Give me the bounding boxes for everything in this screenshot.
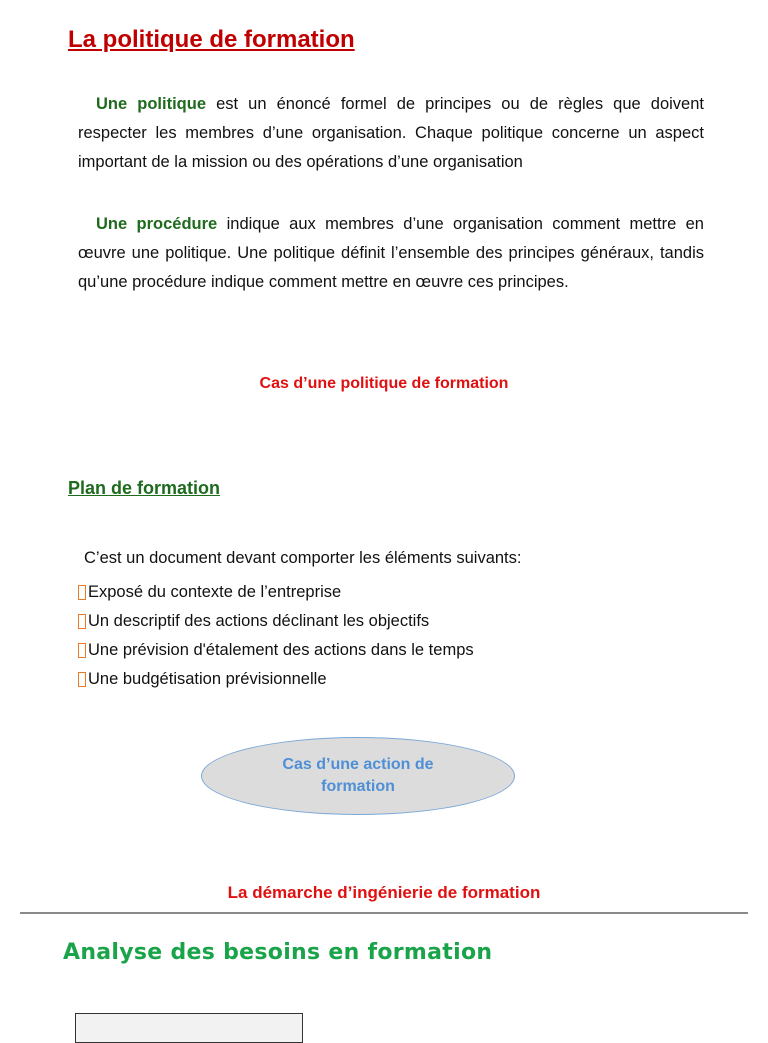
diagram-box (75, 1013, 303, 1043)
square-bullet-icon (78, 585, 86, 600)
square-bullet-icon (78, 614, 86, 629)
list-item (78, 665, 474, 694)
cas-action-ellipse (201, 737, 515, 815)
list-item-text: Une budgétisation prévisionnelle (88, 670, 327, 688)
demarche-heading: La démarche d’ingénierie de formation (227, 883, 541, 902)
section-divider (20, 912, 748, 914)
plan-list (78, 578, 474, 694)
cas-politique-heading: Cas d’une politique de formation (259, 375, 509, 392)
list-item (78, 578, 474, 607)
procedure-text: indique aux membres d’une organisation comment mettre en œuvre une politique. Une politique définit l’ensemble des principes généraux, tandis qu’une procédure indique comment mettre en œuvre ces principes. (78, 215, 704, 291)
plan-intro: C’est un document devant comporter les éléments suivants: (84, 549, 522, 567)
list-item-text: Exposé du contexte de l’entreprise (88, 583, 342, 601)
list-item (78, 607, 474, 636)
page-title: La politique de formation (68, 26, 355, 53)
procedure-term: Une procédure (96, 215, 218, 233)
cas-action-label: Cas d’une action de formation (282, 756, 434, 795)
square-bullet-icon (78, 672, 86, 687)
politique-definition (78, 90, 704, 177)
list-item (78, 636, 474, 665)
analyse-heading: Analyse des besoins en formation (63, 940, 493, 965)
politique-term: Une politique (96, 95, 206, 113)
politique-text: est un énoncé formel de principes ou de règles que doivent respecter les membres d’une organisation. Chaque politique concerne un aspect important de la mission ou des opérations d’une organisation (78, 95, 704, 171)
square-bullet-icon (78, 643, 86, 658)
list-item-text: Un descriptif des actions déclinant les objectifs (88, 612, 430, 630)
list-item-text: Une prévision d'étalement des actions dans le temps (88, 641, 474, 659)
procedure-definition (78, 210, 704, 297)
plan-heading: Plan de formation (68, 478, 221, 498)
